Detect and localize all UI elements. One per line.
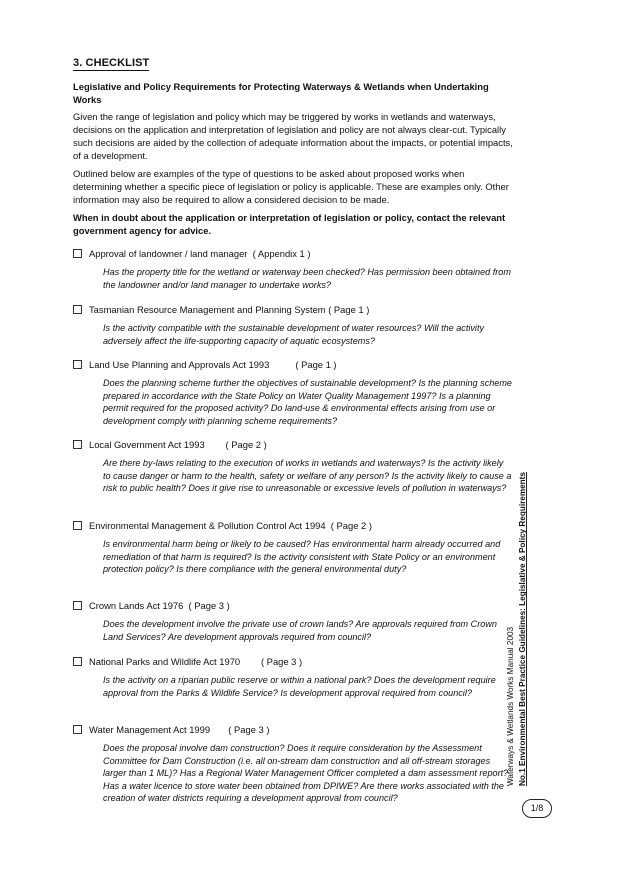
- checklist-item: [73, 438, 513, 495]
- intro-paragraph-1: Given the range of legislation and policy which may be triggered by works in wetlands and waterways, decisions on the application and interpretation of legislation and policy are not always clear-cut. Typically such decisions are aided by the collection of adequate information about the impacts, or potential impacts, of a development.: [73, 111, 513, 161]
- item-question: Is the activity on a riparian public reserve or within a national park? Does the development require approval from the Parks & Wildlife Service? Is development approval required from council?: [103, 675, 496, 698]
- checkbox-icon[interactable]: [73, 601, 82, 610]
- manual-title: Waterways & Wetlands Works Manual 2003: [506, 626, 515, 786]
- item-title: Land Use Planning and Approvals Act 1993 ( Page 1 ): [89, 359, 337, 370]
- checkbox-icon[interactable]: [73, 521, 82, 530]
- checklist-item: [73, 599, 513, 643]
- checkbox-icon[interactable]: [73, 440, 82, 449]
- guideline-title: No.1 Environmental Best Practice Guidelines: Legislative & Policy Requirements: [518, 472, 527, 786]
- checklist-item: [73, 247, 513, 291]
- checkbox-icon[interactable]: [73, 725, 82, 734]
- item-title: Local Government Act 1993 ( Page 2 ): [89, 439, 267, 450]
- item-title: Environmental Management & Pollution Control Act 1994 ( Page 2 ): [89, 520, 372, 531]
- page-number: 1/8: [522, 799, 552, 818]
- item-question: Is environmental harm being or likely to be caused? Has environmental harm already occurred and remediation of that harm is required? Is the activity consistent with State Policy or an environment protection policy? Is there compliance with the general environmental duty?: [103, 539, 501, 575]
- checklist-item: [73, 723, 513, 805]
- item-question: Does the proposal involve dam construction? Does it require consideration by the Assessment Committee for Dam Construction (i.e. all on-stream dam construction and all off-stream storages larger than 1 ML)? Has a Regional Water Management Officer completed a dam assessment report? Has a water licence to store water been obtained from DPIWE? Are there works associated with the creation of water districts requiring a development approval from council?: [103, 743, 509, 804]
- checkbox-icon[interactable]: [73, 657, 82, 666]
- checklist-item: [73, 655, 513, 699]
- intro-paragraph-2: Outlined below are examples of the type of questions to be asked about proposed works when determining whether a specific piece of legislation or policy is applicable. These are examples only. Other information may also be required to allow a considered decision to be made.: [73, 168, 509, 205]
- item-title: Approval of landowner / land manager ( Appendix 1 ): [89, 248, 311, 259]
- checkbox-icon[interactable]: [73, 249, 82, 258]
- item-question: Does the development involve the private use of crown lands? Are approvals required from Crown Land Services? Are development approvals required from council?: [103, 619, 497, 642]
- item-question: Has the property title for the wetland or waterway been checked? Has permission been obtained from the landowner and/or land manager to undertake works?: [103, 267, 511, 290]
- section-title: 3. CHECKLIST: [73, 57, 150, 69]
- item-question: Does the planning scheme further the objectives of sustainable development? Is the planning scheme prepared in accordance with the State Policy on Water Quality Management 1997? Is a planning permit required for the proposed activity? Do land-use & environmental effects arising from use or development comply with planning scheme requirements?: [103, 378, 512, 426]
- checklist-item: [73, 303, 513, 347]
- checkbox-icon[interactable]: [73, 360, 82, 369]
- checklist-item: [73, 519, 513, 576]
- sidebar-caption: [505, 472, 539, 786]
- checklist-item: [73, 358, 513, 427]
- advice-note: When in doubt about the application or interpretation of legislation or policy, contact the relevant government agency for advice.: [73, 212, 506, 236]
- checkbox-icon[interactable]: [73, 305, 82, 314]
- item-title: Crown Lands Act 1976 ( Page 3 ): [89, 600, 230, 611]
- item-title: Tasmanian Resource Management and Planning System ( Page 1 ): [89, 304, 370, 315]
- item-question: Is the activity compatible with the sustainable development of water resources? Will the activity adversely affect the life-supporting capacity of aquatic ecosystems?: [103, 323, 485, 346]
- item-question: Are there by-laws relating to the execution of works in wetlands and waterways? Is the activity likely to cause danger or harm to the health, safety or welfare of any person? Is the activity likely to cause a risk to public health? Does it give rise to unreasonable or excessive levels of pollution in waterways?: [103, 458, 512, 494]
- subheading: Legislative and Policy Requirements for Protecting Waterways & Wetlands when Undertaking Works: [73, 81, 489, 105]
- item-title: Water Management Act 1999 ( Page 3 ): [89, 724, 270, 735]
- item-title: National Parks and Wildlife Act 1970 ( Page 3 ): [89, 656, 303, 667]
